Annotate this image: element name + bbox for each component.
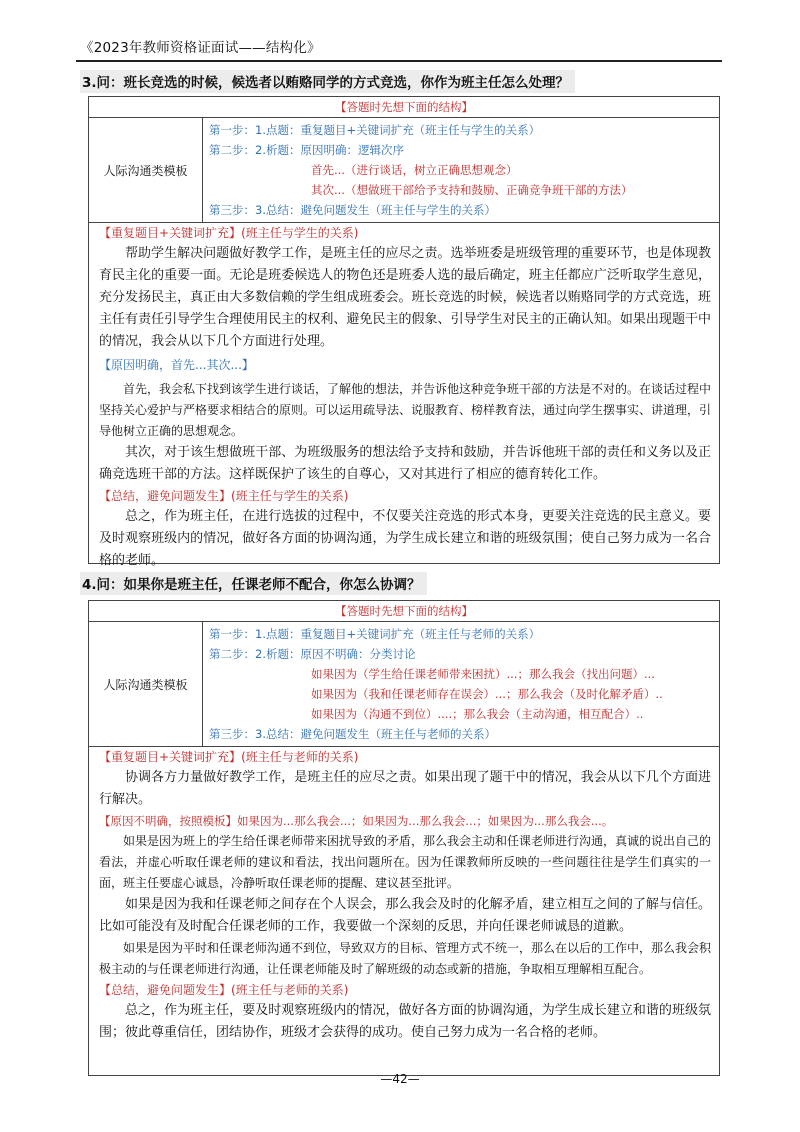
second-paragraph: 其次，对于该生想做班干部、为班级服务的想法给予支持和鼓励，并告诉他班干部的责任和义务以及正确竞选班干部的方法。这样既保护了该生的自尊心，又对其进行了相应的德育转化工作。 bbox=[99, 445, 711, 482]
step-2-case-3: 如果因为（沟通不到位）....；那么我会（主动沟通，相互配合）.. bbox=[311, 707, 644, 721]
question-3-box bbox=[88, 96, 720, 568]
tag-summary-label: 【总结，避免问题发生】 bbox=[99, 489, 232, 503]
tag-summary-relation: (班主任与老师的关系) bbox=[231, 983, 349, 997]
tag-reason: 【原因明确，首先...其次...】 bbox=[99, 358, 254, 372]
tag-summary bbox=[99, 980, 711, 1000]
tag-summary bbox=[99, 486, 711, 506]
step-2: 第二步：2.析题：原因不明确：分类讨论 bbox=[209, 647, 416, 661]
tag-summary-relation: (班主任与学生的关系) bbox=[231, 489, 349, 503]
tag-summary-label: 【总结，避免问题发生】 bbox=[99, 983, 232, 997]
structure-title: 【答题时先想下面的结构】 bbox=[89, 601, 719, 622]
template-row bbox=[89, 622, 719, 747]
structure-title: 【答题时先想下面的结构】 bbox=[89, 97, 719, 118]
case-2-paragraph: 如果是因为我和任课老师之间存在个人误会，那么我会及时的化解矛盾，建立相互之间的了解与信任。比如可能没有及时配合任课老师的工作，我要做一个深刻的反思，并向任课老师诚恳的道歉。 bbox=[99, 897, 711, 934]
intro-paragraph: 帮助学生解决问题做好教学工作，是班主任的应尽之责。选举班委是班级管理的重要环节，也是体现教育民主化的重要一面。无论是班委候选人的物色还是班委人选的最后确定，班主任都应广泛听取学生意见，充分发扬民主，真正由大多数信赖的学生组成班委会。班长竞选的时候，候选者以贿赂同学的方式竞选，班主任有责任引导学生合理使用民主的权利、避免民主的假象、引导学生对民主的正确认知。如果出现题干中的情况，我会从以下几个方面进行处理。 bbox=[99, 246, 711, 349]
page-header: 《2023年教师资格证面试——结构化》 bbox=[80, 40, 321, 56]
step-2-case-2: 如果因为（我和任课老师存在误会）...；那么我会（及时化解矛盾）.. bbox=[311, 687, 663, 701]
case-1-paragraph: 如果是因为班上的学生给任课老师带来困扰导致的矛盾，那么我会主动和任课老师进行沟通，真诚的说出自己的看法，并虚心听取任课老师的建议和看法，找出问题所在。因为任课教师所反映的一些问题往往是学生们真实的一面，班主任要虚心诚恳，冷静听取任课老师的提醒、建议甚至批评。 bbox=[99, 834, 712, 890]
template-steps bbox=[203, 622, 719, 746]
summary-paragraph: 总之，作为班主任，要及时观察班级内的情况，做好各方面的协调沟通，为学生成长建立和谐的班级氛围；彼此尊重信任，团结协作，班级才会获得的成功。使自己努力成为一名合格的老师。 bbox=[99, 1003, 711, 1040]
answer-body bbox=[89, 223, 719, 572]
template-label: 人际沟通类模板 bbox=[89, 622, 203, 746]
intro-paragraph: 协调各方力量做好教学工作，是班主任的应尽之责。如果出现了题干中的情况，我会从以下几个方面进行解决。 bbox=[99, 770, 711, 807]
page-number: —42— bbox=[380, 1072, 420, 1086]
question-4-box bbox=[88, 600, 720, 1076]
template-steps bbox=[203, 118, 719, 222]
tag-reason: 【原因不明确，按照模板】如果因为...那么我会...；如果因为...那么我会...；如果因为...那么我会...。 bbox=[99, 814, 614, 828]
template-label: 人际沟通类模板 bbox=[89, 118, 203, 222]
step-3: 第三步：3.总结：避免问题发生（班主任与老师的关系） bbox=[209, 727, 496, 741]
tag-repeat-relation: (班主任与学生的关系) bbox=[241, 226, 359, 240]
answer-body bbox=[89, 747, 719, 1044]
tag-repeat-label: 【重复题目+关键词扩充】 bbox=[99, 750, 242, 764]
step-3: 第三步：3.总结：避免问题发生（班主任与学生的关系） bbox=[209, 203, 496, 217]
step-2-case-1: 如果因为（学生给任课老师带来困扰）...；那么我会（找出问题）... bbox=[311, 667, 655, 681]
step-2-second: 其次...（想做班干部给予支持和鼓励、正确竞争班干部的方法） bbox=[311, 183, 633, 197]
tag-repeat-label: 【重复题目+关键词扩充】 bbox=[99, 226, 242, 240]
tag-repeat-relation: (班主任与老师的关系) bbox=[241, 750, 359, 764]
step-2-first: 首先...（进行谈话，树立正确思想观念） bbox=[311, 163, 518, 177]
step-1: 第一步：1.点题：重复题目+关键词扩充（班主任与学生的关系） bbox=[209, 123, 541, 137]
tag-repeat bbox=[99, 747, 711, 767]
question-4-title: 4.问：如果你是班主任，任课老师不配合，你怎么协调？ bbox=[80, 572, 427, 595]
question-3-title: 3.问：班长竞选的时候，候选者以贿赂同学的方式竞选，你作为班主任怎么处理？ bbox=[80, 70, 575, 93]
step-2: 第二步：2.析题：原因明确：逻辑次序 bbox=[209, 143, 404, 157]
template-row bbox=[89, 118, 719, 223]
case-3-paragraph: 如果是因为平时和任课老师沟通不到位，导致双方的目标、管理方式不统一，那么在以后的工作中，那么我会积极主动的与任课老师进行沟通，让任课老师能及时了解班级的动态或新的措施，争取相互理解相互配合。 bbox=[99, 941, 712, 976]
step-1: 第一步：1.点题：重复题目+关键词扩充（班主任与老师的关系） bbox=[209, 627, 541, 641]
header-rule bbox=[76, 60, 722, 62]
first-paragraph: 首先，我会私下找到该学生进行谈话，了解他的想法，并告诉他这种竞争班干部的方法是不对的。在谈话过程中坚持关心爱护与严格要求相结合的原则。可以运用疏导法、说服教育、榜样教育法，通过向学生摆事实、讲道理，引导他树立正确的思想观念。 bbox=[99, 382, 712, 438]
summary-paragraph: 总之，作为班主任，在进行选拔的过程中，不仅要关注竞选的形式本身，更要关注竞选的民主意义。要及时观察班级内的情况，做好各方面的协调沟通，为学生成长建立和谐的班级氛围；使自己努力成为一名合格的老师。 bbox=[99, 509, 711, 568]
tag-repeat bbox=[99, 223, 711, 243]
